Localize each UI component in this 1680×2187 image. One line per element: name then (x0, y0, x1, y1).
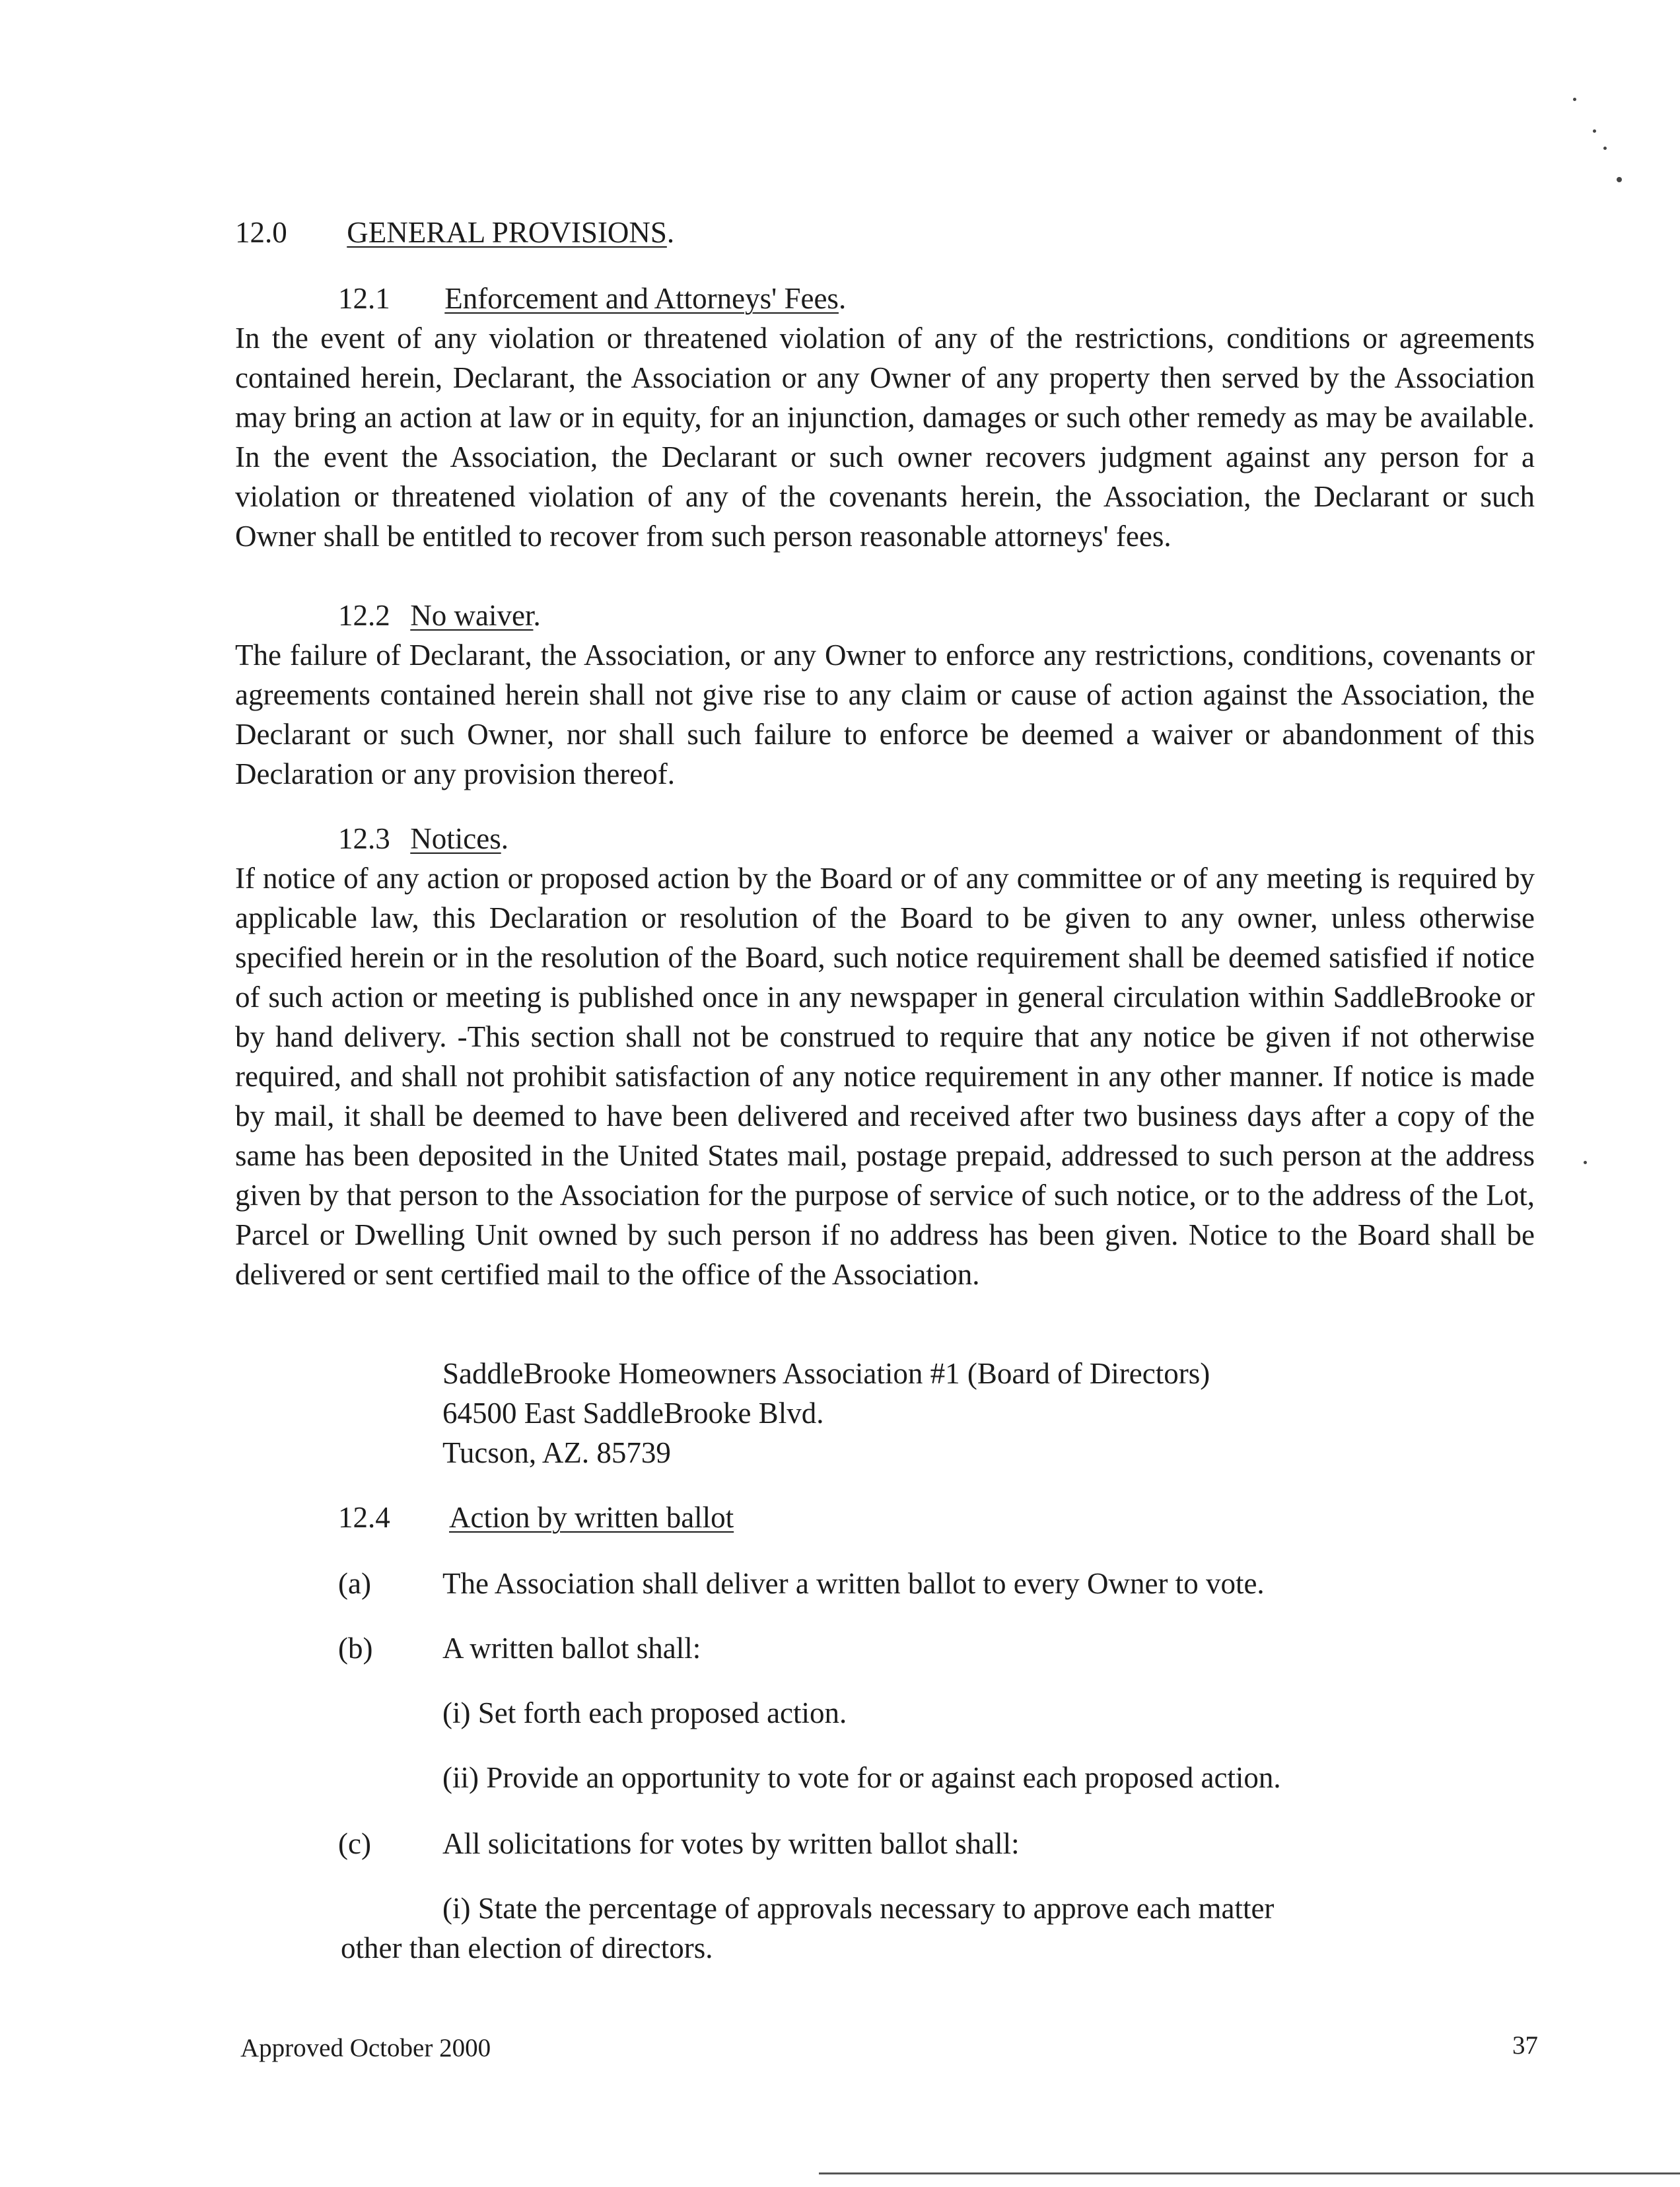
paragraph-text: The failure of Declarant, the Association, or any Owner to enforce any restrictions, conditions, covenants or agreements contained herein shall not give rise to any claim or cause of action against the Association, the Declarant or such Owner, nor shall such failure to enforce be deemed a waiver or abandonment of this Declaration or any provision thereof. (235, 639, 1535, 790)
scan-speck (1593, 129, 1596, 133)
list-item-label-a: (a) (338, 1567, 371, 1600)
footer-approval: Approved October 2000 (240, 2034, 491, 2062)
section-heading (235, 213, 674, 252)
page-number: 37 (1512, 2031, 1538, 2060)
subsection-12-1-body (235, 318, 1535, 556)
list-subitem-b-ii: (ii) Provide an opportunity to vote for or against each proposed action. (442, 1761, 1281, 1794)
section-title: GENERAL PROVISIONS (347, 216, 667, 249)
subsection-number: 12.4 (338, 1501, 390, 1534)
section-title-suffix: . (666, 216, 675, 249)
list-item-label-b: (b) (338, 1632, 373, 1665)
subsection-number: 12.1 (338, 282, 390, 315)
subsection-12-3-heading (338, 819, 508, 858)
scan-speck (1573, 98, 1576, 101)
address-line-street: 64500 East SaddleBrooke Blvd. (442, 1397, 824, 1430)
subsection-title: Enforcement and Attorneys' Fees (444, 282, 839, 315)
subsection-12-2-body (235, 635, 1535, 794)
list-item-label-c: (c) (338, 1827, 371, 1860)
address-line-city: Tucson, AZ. 85739 (442, 1436, 671, 1469)
subsection-title: No waiver (410, 599, 534, 632)
subsection-12-2-heading (338, 596, 541, 635)
subsection-title-suffix: . (838, 282, 847, 315)
address-block (442, 1354, 1210, 1473)
subsection-title-suffix: . (533, 599, 541, 632)
address-line-organization: SaddleBrooke Homeowners Association #1 (Board of Directors) (442, 1357, 1210, 1390)
subsection-title: Notices (410, 822, 501, 855)
paragraph-text: In the event of any violation or threatened violation of any of the restrictions, conditions or agreements contained herein, Declarant, the Association or any Owner of any property then served by the Association may bring an action at law or in equity, for an injunction, damages or such other remedy as may be available. In the event the Association, the Declarant or such owner recovers judgment against any person for a violation or threatened violation of any of the covenants herein, the Association, the Declarant or such Owner shall be entitled to recover from such person reasonable attorneys' fees. (235, 322, 1535, 553)
list-subitem-c-i-line1: (i) State the percentage of approvals necessary to approve each matter (442, 1892, 1275, 1925)
list-subitem-b-i: (i) Set forth each proposed action. (442, 1696, 847, 1729)
subsection-number: 12.3 (338, 822, 390, 855)
section-number: 12.0 (235, 216, 287, 249)
subsection-12-1-heading (338, 279, 846, 318)
subsection-title: Action by written ballot (449, 1501, 734, 1534)
list-subitem-c-i-line2: other than election of directors. (341, 1931, 713, 1964)
scan-speck (1603, 147, 1607, 150)
subsection-12-4-heading (338, 1498, 390, 1537)
subsection-12-3-body (235, 858, 1535, 1294)
scan-speck (1584, 1161, 1587, 1164)
subsection-title-suffix: . (501, 822, 508, 855)
subsection-number: 12.2 (338, 599, 390, 632)
scan-speck (1617, 177, 1622, 182)
list-item-text-a: The Association shall deliver a written ballot to every Owner to vote. (442, 1567, 1265, 1600)
paragraph-text: If notice of any action or proposed action by the Board or of any committee or of any meeting is required by applicable law, this Declaration or resolution of the Board to be given to any owner, unless otherwise specified herein or in the resolution of the Board, such notice requirement shall be deemed satisfied if notice of such action or meeting is published once in any newspaper in general circulation within SaddleBrooke or by hand delivery. -This section shall not be construed to require that any notice be given if not otherwise required, and shall not prohibit satisfaction of any notice requirement in any other manner. If notice is made by mail, it shall be deemed to have been delivered and received after two business days after a copy of the same has been deposited in the United States mail, postage prepaid, addressed to such person at the address given by that person to the Association for the purpose of service of such notice, or to the address of the Lot, Parcel or Dwelling Unit owned by such person if no address has been given. Notice to the Board shall be delivered or sent certified mail to the office of the Association. (235, 862, 1535, 1291)
list-item-text-c: All solicitations for votes by written ballot shall: (442, 1827, 1020, 1860)
list-item-text-b: A written ballot shall: (442, 1632, 701, 1665)
scan-edge-line (819, 2172, 1680, 2174)
